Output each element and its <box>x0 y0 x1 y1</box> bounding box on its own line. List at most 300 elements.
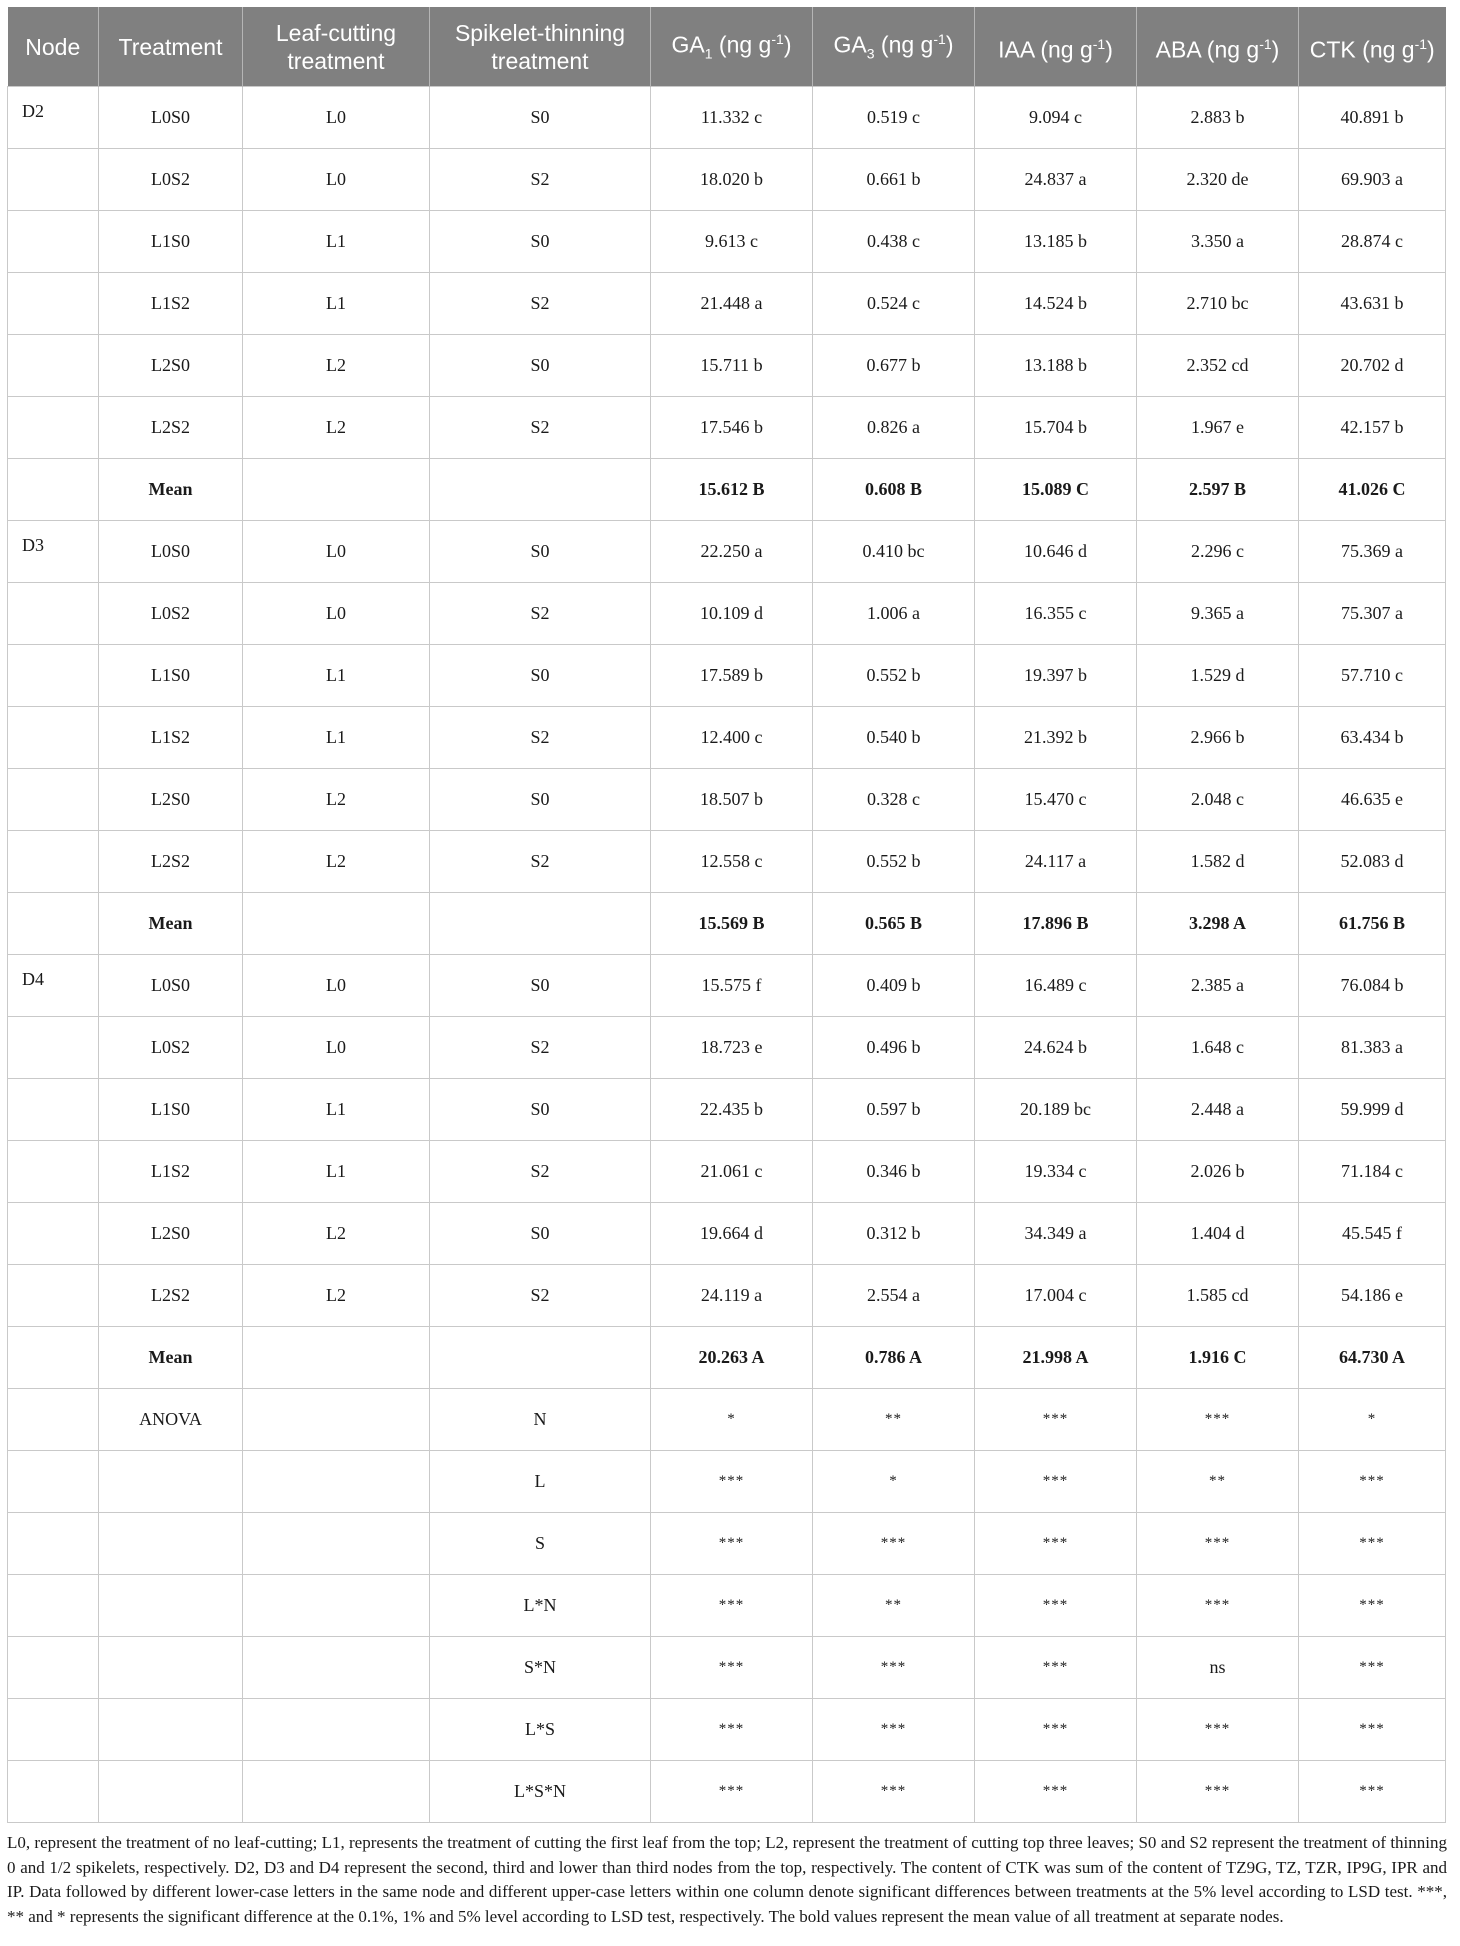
cell-leaf <box>243 1761 430 1823</box>
cell-iaa: 16.489 c <box>975 955 1137 1017</box>
cell-leaf: L0 <box>243 1017 430 1079</box>
cell-ctk: 57.710 c <box>1299 645 1446 707</box>
cell-aba: 9.365 a <box>1137 583 1299 645</box>
cell-ctk: 42.157 b <box>1299 397 1446 459</box>
cell-ga1: 15.569 B <box>651 893 813 955</box>
cell-aba: 1.585 cd <box>1137 1265 1299 1327</box>
hormone-table <box>7 7 1446 1823</box>
cell-treatment: L1S2 <box>99 707 243 769</box>
anova-row <box>8 1637 1446 1699</box>
cell-spikelet: S0 <box>430 335 651 397</box>
cell-ctk: *** <box>1299 1513 1446 1575</box>
cell-aba: 1.967 e <box>1137 397 1299 459</box>
cell-ga3: 0.786 A <box>813 1327 975 1389</box>
cell-node <box>8 1079 99 1141</box>
cell-spikelet: S0 <box>430 87 651 149</box>
cell-spikelet: L*N <box>430 1575 651 1637</box>
table-row <box>8 1017 1446 1079</box>
cell-ga3: 0.312 b <box>813 1203 975 1265</box>
cell-aba: 2.385 a <box>1137 955 1299 1017</box>
cell-spikelet: S2 <box>430 1265 651 1327</box>
cell-treatment <box>99 1575 243 1637</box>
cell-node <box>8 645 99 707</box>
cell-treatment: L2S2 <box>99 397 243 459</box>
cell-ga1: 24.119 a <box>651 1265 813 1327</box>
cell-ctk: 61.756 B <box>1299 893 1446 955</box>
cell-spikelet: L*S*N <box>430 1761 651 1823</box>
cell-treatment <box>99 1513 243 1575</box>
cell-ga3: *** <box>813 1637 975 1699</box>
header-ga3 <box>813 7 975 87</box>
cell-ga1: *** <box>651 1699 813 1761</box>
cell-ga3: 0.597 b <box>813 1079 975 1141</box>
cell-aba: 2.296 c <box>1137 521 1299 583</box>
cell-aba: 2.883 b <box>1137 87 1299 149</box>
ga3-label: GA <box>833 32 867 59</box>
cell-treatment: L1S0 <box>99 1079 243 1141</box>
cell-spikelet: S2 <box>430 1141 651 1203</box>
cell-node <box>8 893 99 955</box>
cell-ctk: 40.891 b <box>1299 87 1446 149</box>
cell-spikelet: S <box>430 1513 651 1575</box>
cell-leaf: L2 <box>243 831 430 893</box>
cell-aba: 1.529 d <box>1137 645 1299 707</box>
cell-ctk: 63.434 b <box>1299 707 1446 769</box>
cell-iaa: 14.524 b <box>975 273 1137 335</box>
cell-ctk: 43.631 b <box>1299 273 1446 335</box>
cell-aba: 1.404 d <box>1137 1203 1299 1265</box>
cell-spikelet: S2 <box>430 273 651 335</box>
cell-ga3: 0.496 b <box>813 1017 975 1079</box>
cell-aba: 2.026 b <box>1137 1141 1299 1203</box>
cell-spikelet: S2 <box>430 583 651 645</box>
cell-spikelet: S0 <box>430 955 651 1017</box>
cell-spikelet: S2 <box>430 831 651 893</box>
cell-node <box>8 1761 99 1823</box>
table-footnote: L0, represent the treatment of no leaf-cutting; L1, represents the treatment of cutting the first leaf from the top; L2, represent the treatment of cutting top three leaves; S0 and S2 represent the treatment of thinning 0 and 1/2 spikelets, respectively. D2, D3 and D4 represent the second, third and lower than third nodes from the top, respectively. The content of CTK was sum of the content of TZ9G, TZ, TZR, IP9G, IPR and IP. Data followed by different lower-case letters in the same node and different upper-case letters within one column denote significant differences between treatments at the 5% level according to LSD test. ***, ** and * represents the significant difference at the 0.1%, 1% and 5% level according to LSD test, respectively. The bold values represent the mean value of all treatment at separate nodes. <box>7 1833 1447 1926</box>
cell-aba: 2.048 c <box>1137 769 1299 831</box>
table-row <box>8 87 1446 149</box>
cell-node <box>8 459 99 521</box>
header-row <box>8 7 1446 87</box>
cell-node <box>8 1637 99 1699</box>
header-node: Node <box>8 7 99 87</box>
cell-node <box>8 1265 99 1327</box>
cell-ctk: 64.730 A <box>1299 1327 1446 1389</box>
cell-leaf <box>243 459 430 521</box>
cell-ctk: 54.186 e <box>1299 1265 1446 1327</box>
cell-aba: ** <box>1137 1451 1299 1513</box>
cell-node <box>8 1389 99 1451</box>
cell-treatment: L1S2 <box>99 273 243 335</box>
cell-iaa: 24.624 b <box>975 1017 1137 1079</box>
cell-treatment: Mean <box>99 893 243 955</box>
cell-leaf: L0 <box>243 87 430 149</box>
header-iaa <box>975 7 1137 87</box>
cell-leaf: L2 <box>243 769 430 831</box>
cell-treatment: L0S2 <box>99 583 243 645</box>
cell-leaf: L1 <box>243 707 430 769</box>
cell-spikelet: S0 <box>430 1203 651 1265</box>
cell-ga1: *** <box>651 1451 813 1513</box>
cell-ga1: 17.589 b <box>651 645 813 707</box>
ga3-superscript: -1 <box>933 31 946 48</box>
cell-iaa: *** <box>975 1389 1137 1451</box>
aba-superscript: -1 <box>1259 35 1272 52</box>
cell-leaf: L2 <box>243 335 430 397</box>
header-aba <box>1137 7 1299 87</box>
table-row <box>8 335 1446 397</box>
cell-node <box>8 211 99 273</box>
table-row <box>8 769 1446 831</box>
cell-ga1: 12.400 c <box>651 707 813 769</box>
cell-treatment: Mean <box>99 459 243 521</box>
cell-ga3: 0.677 b <box>813 335 975 397</box>
ga3-close: ) <box>945 32 954 59</box>
cell-ga3: *** <box>813 1513 975 1575</box>
cell-ctk: *** <box>1299 1451 1446 1513</box>
cell-treatment: L0S0 <box>99 87 243 149</box>
cell-node <box>8 1513 99 1575</box>
cell-aba: *** <box>1137 1761 1299 1823</box>
cell-ga1: 9.613 c <box>651 211 813 273</box>
cell-treatment <box>99 1699 243 1761</box>
cell-node: D2 <box>8 87 99 149</box>
cell-spikelet: S0 <box>430 521 651 583</box>
cell-iaa: *** <box>975 1637 1137 1699</box>
cell-leaf: L1 <box>243 1141 430 1203</box>
cell-node <box>8 769 99 831</box>
header-treatment: Treatment <box>99 7 243 87</box>
cell-spikelet: N <box>430 1389 651 1451</box>
mean-row <box>8 459 1446 521</box>
cell-treatment: L0S2 <box>99 149 243 211</box>
table-row <box>8 1141 1446 1203</box>
anova-row <box>8 1451 1446 1513</box>
cell-aba: 3.350 a <box>1137 211 1299 273</box>
cell-treatment: L0S0 <box>99 955 243 1017</box>
cell-spikelet <box>430 459 651 521</box>
cell-aba: 2.966 b <box>1137 707 1299 769</box>
cell-treatment: L0S2 <box>99 1017 243 1079</box>
cell-ctk: 81.383 a <box>1299 1017 1446 1079</box>
ga1-subscript: 1 <box>704 45 713 62</box>
cell-iaa: 19.334 c <box>975 1141 1137 1203</box>
table-row <box>8 397 1446 459</box>
cell-node <box>8 707 99 769</box>
cell-iaa: 17.004 c <box>975 1265 1137 1327</box>
cell-ga1: 18.020 b <box>651 149 813 211</box>
cell-aba: *** <box>1137 1389 1299 1451</box>
cell-ga3: 0.608 B <box>813 459 975 521</box>
ga3-unit: (ng g <box>880 32 934 59</box>
cell-ga3: 0.438 c <box>813 211 975 273</box>
cell-spikelet: S0 <box>430 769 651 831</box>
cell-aba: 2.597 B <box>1137 459 1299 521</box>
cell-ga1: 17.546 b <box>651 397 813 459</box>
cell-aba: ns <box>1137 1637 1299 1699</box>
cell-iaa: 34.349 a <box>975 1203 1137 1265</box>
table-row <box>8 521 1446 583</box>
table-row <box>8 1079 1446 1141</box>
cell-leaf: L0 <box>243 583 430 645</box>
table-row <box>8 955 1446 1017</box>
cell-ctk: 41.026 C <box>1299 459 1446 521</box>
iaa-superscript: -1 <box>1092 35 1106 52</box>
cell-ga3: 2.554 a <box>813 1265 975 1327</box>
cell-leaf <box>243 1513 430 1575</box>
cell-spikelet: S2 <box>430 1017 651 1079</box>
cell-ctk: * <box>1299 1389 1446 1451</box>
cell-ctk: 59.999 d <box>1299 1079 1446 1141</box>
cell-ga1: 18.507 b <box>651 769 813 831</box>
cell-ga1: 20.263 A <box>651 1327 813 1389</box>
cell-node <box>8 397 99 459</box>
cell-iaa: *** <box>975 1699 1137 1761</box>
cell-aba: *** <box>1137 1513 1299 1575</box>
cell-leaf: L1 <box>243 211 430 273</box>
cell-ctk: 20.702 d <box>1299 335 1446 397</box>
cell-leaf: L2 <box>243 1203 430 1265</box>
cell-node <box>8 1699 99 1761</box>
cell-ctk: *** <box>1299 1637 1446 1699</box>
cell-ga1: 21.448 a <box>651 273 813 335</box>
ctk-label: CTK (ng g <box>1309 36 1415 63</box>
cell-iaa: 17.896 B <box>975 893 1137 955</box>
cell-iaa: 21.392 b <box>975 707 1137 769</box>
cell-ga1: 22.435 b <box>651 1079 813 1141</box>
cell-spikelet: S0 <box>430 645 651 707</box>
cell-treatment: L0S0 <box>99 521 243 583</box>
cell-ga1: *** <box>651 1575 813 1637</box>
cell-ga1: *** <box>651 1513 813 1575</box>
table-row <box>8 1203 1446 1265</box>
cell-leaf <box>243 1575 430 1637</box>
cell-ctk: 75.307 a <box>1299 583 1446 645</box>
cell-aba: *** <box>1137 1699 1299 1761</box>
cell-leaf <box>243 893 430 955</box>
table-row <box>8 831 1446 893</box>
cell-ctk: 46.635 e <box>1299 769 1446 831</box>
ctk-superscript: -1 <box>1414 35 1428 52</box>
cell-iaa: *** <box>975 1761 1137 1823</box>
cell-iaa: *** <box>975 1451 1137 1513</box>
table-row <box>8 645 1446 707</box>
cell-treatment: L2S2 <box>99 831 243 893</box>
cell-spikelet: S0 <box>430 211 651 273</box>
cell-ga1: 15.612 B <box>651 459 813 521</box>
cell-ctk: 69.903 a <box>1299 149 1446 211</box>
cell-ga1: 21.061 c <box>651 1141 813 1203</box>
header-ctk <box>1299 7 1446 87</box>
iaa-close: ) <box>1105 36 1113 63</box>
aba-close: ) <box>1271 36 1280 63</box>
cell-ga1: 15.575 f <box>651 955 813 1017</box>
cell-node <box>8 583 99 645</box>
cell-ga1: *** <box>651 1637 813 1699</box>
cell-leaf: L2 <box>243 1265 430 1327</box>
anova-row <box>8 1513 1446 1575</box>
cell-node <box>8 1203 99 1265</box>
cell-node: D3 <box>8 521 99 583</box>
cell-treatment: Mean <box>99 1327 243 1389</box>
cell-ga1: 19.664 d <box>651 1203 813 1265</box>
cell-leaf <box>243 1389 430 1451</box>
cell-treatment: ANOVA <box>99 1389 243 1451</box>
cell-treatment: L1S0 <box>99 211 243 273</box>
cell-ga1: 22.250 a <box>651 521 813 583</box>
ga1-close: ) <box>783 32 792 59</box>
cell-node <box>8 1327 99 1389</box>
cell-treatment: L2S0 <box>99 1203 243 1265</box>
ctk-close: ) <box>1427 36 1435 63</box>
aba-label: ABA (ng g <box>1155 36 1260 63</box>
table-container <box>7 7 1454 1946</box>
cell-leaf <box>243 1451 430 1513</box>
cell-leaf: L0 <box>243 521 430 583</box>
cell-ga3: 0.410 bc <box>813 521 975 583</box>
cell-iaa: 9.094 c <box>975 87 1137 149</box>
cell-spikelet: S2 <box>430 149 651 211</box>
cell-ga3: 0.826 a <box>813 397 975 459</box>
cell-spikelet <box>430 893 651 955</box>
cell-leaf <box>243 1699 430 1761</box>
cell-ga3: 0.540 b <box>813 707 975 769</box>
table-row <box>8 273 1446 335</box>
header-spikelet-thinning: Spikelet-thinning treatment <box>430 7 651 87</box>
cell-ga1: 10.109 d <box>651 583 813 645</box>
cell-node <box>8 335 99 397</box>
iaa-label: IAA (ng g <box>998 36 1093 63</box>
cell-ga3: 0.565 B <box>813 893 975 955</box>
cell-ga1: *** <box>651 1761 813 1823</box>
header-leaf-cutting: Leaf-cutting treatment <box>243 7 430 87</box>
cell-node <box>8 1451 99 1513</box>
ga1-label: GA <box>671 32 705 59</box>
cell-iaa: *** <box>975 1513 1137 1575</box>
cell-spikelet <box>430 1327 651 1389</box>
cell-aba: 1.916 C <box>1137 1327 1299 1389</box>
cell-leaf: L1 <box>243 1079 430 1141</box>
cell-treatment <box>99 1761 243 1823</box>
cell-spikelet: S2 <box>430 707 651 769</box>
cell-ctk: 52.083 d <box>1299 831 1446 893</box>
cell-treatment: L2S2 <box>99 1265 243 1327</box>
cell-ctk: 71.184 c <box>1299 1141 1446 1203</box>
cell-node <box>8 149 99 211</box>
cell-spikelet: S0 <box>430 1079 651 1141</box>
cell-treatment <box>99 1451 243 1513</box>
cell-ctk: *** <box>1299 1761 1446 1823</box>
cell-aba: 2.320 de <box>1137 149 1299 211</box>
cell-iaa: 16.355 c <box>975 583 1137 645</box>
cell-ga3: 0.552 b <box>813 645 975 707</box>
cell-leaf: L2 <box>243 397 430 459</box>
cell-treatment <box>99 1637 243 1699</box>
cell-leaf: L0 <box>243 149 430 211</box>
cell-leaf: L0 <box>243 955 430 1017</box>
table-row <box>8 149 1446 211</box>
cell-aba: 2.710 bc <box>1137 273 1299 335</box>
cell-aba: 1.582 d <box>1137 831 1299 893</box>
cell-iaa: 24.837 a <box>975 149 1137 211</box>
cell-ga3: 1.006 a <box>813 583 975 645</box>
ga1-superscript: -1 <box>771 31 784 48</box>
cell-node: D4 <box>8 955 99 1017</box>
cell-iaa: *** <box>975 1575 1137 1637</box>
cell-node <box>8 1141 99 1203</box>
mean-row <box>8 1327 1446 1389</box>
cell-ctk: 76.084 b <box>1299 955 1446 1017</box>
cell-leaf: L1 <box>243 645 430 707</box>
cell-iaa: 13.188 b <box>975 335 1137 397</box>
cell-node <box>8 1575 99 1637</box>
cell-node <box>8 831 99 893</box>
table-row <box>8 1265 1446 1327</box>
ga1-unit: (ng g <box>718 32 772 59</box>
cell-iaa: 19.397 b <box>975 645 1137 707</box>
cell-ga1: * <box>651 1389 813 1451</box>
cell-spikelet: S2 <box>430 397 651 459</box>
cell-ga3: ** <box>813 1575 975 1637</box>
cell-iaa: 10.646 d <box>975 521 1137 583</box>
cell-ga3: 0.328 c <box>813 769 975 831</box>
table-row <box>8 707 1446 769</box>
anova-row <box>8 1761 1446 1823</box>
cell-spikelet: L <box>430 1451 651 1513</box>
cell-ga3: 0.524 c <box>813 273 975 335</box>
cell-ga3: *** <box>813 1699 975 1761</box>
cell-node <box>8 273 99 335</box>
anova-row <box>8 1575 1446 1637</box>
cell-iaa: 20.189 bc <box>975 1079 1137 1141</box>
cell-ga1: 15.711 b <box>651 335 813 397</box>
cell-ga3: *** <box>813 1761 975 1823</box>
cell-ga1: 12.558 c <box>651 831 813 893</box>
cell-node <box>8 1017 99 1079</box>
cell-aba: 2.352 cd <box>1137 335 1299 397</box>
cell-aba: 1.648 c <box>1137 1017 1299 1079</box>
cell-iaa: 21.998 A <box>975 1327 1137 1389</box>
cell-ga3: 0.519 c <box>813 87 975 149</box>
header-ga1 <box>651 7 813 87</box>
anova-row <box>8 1699 1446 1761</box>
cell-ga1: 18.723 e <box>651 1017 813 1079</box>
anova-row <box>8 1389 1446 1451</box>
cell-ctk: *** <box>1299 1575 1446 1637</box>
cell-aba: 2.448 a <box>1137 1079 1299 1141</box>
cell-treatment: L2S0 <box>99 769 243 831</box>
cell-ga3: 0.409 b <box>813 955 975 1017</box>
table-row <box>8 211 1446 273</box>
cell-iaa: 24.117 a <box>975 831 1137 893</box>
cell-aba: *** <box>1137 1575 1299 1637</box>
cell-leaf <box>243 1637 430 1699</box>
ga3-subscript: 3 <box>866 45 875 62</box>
cell-treatment: L1S0 <box>99 645 243 707</box>
cell-aba: 3.298 A <box>1137 893 1299 955</box>
table-row <box>8 583 1446 645</box>
cell-ga3: ** <box>813 1389 975 1451</box>
cell-iaa: 15.704 b <box>975 397 1137 459</box>
cell-ga1: 11.332 c <box>651 87 813 149</box>
cell-spikelet: S*N <box>430 1637 651 1699</box>
cell-ga3: 0.661 b <box>813 149 975 211</box>
cell-leaf: L1 <box>243 273 430 335</box>
cell-ctk: 45.545 f <box>1299 1203 1446 1265</box>
cell-iaa: 13.185 b <box>975 211 1137 273</box>
cell-treatment: L1S2 <box>99 1141 243 1203</box>
